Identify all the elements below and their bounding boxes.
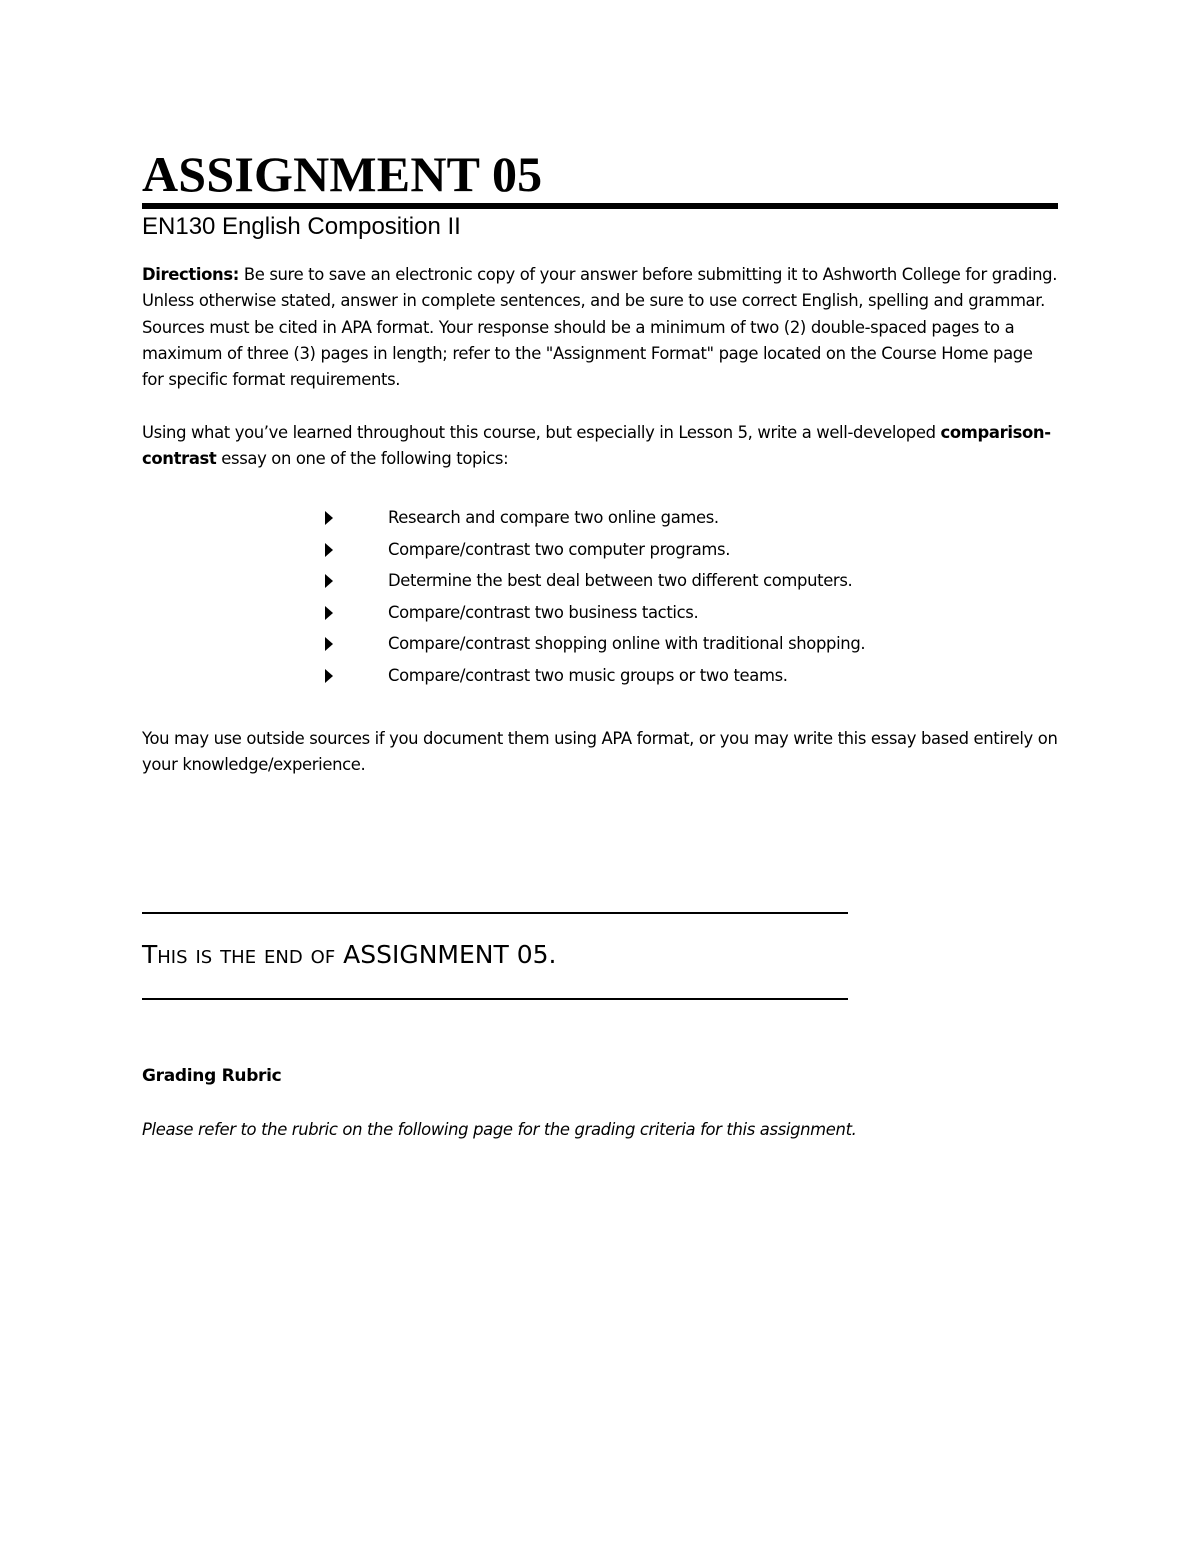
topic-text: Compare/contrast shopping online with traditional shopping. <box>388 634 866 654</box>
title-underline <box>142 203 1058 209</box>
triangle-bullet-icon <box>325 606 333 620</box>
directions-label: Directions: <box>142 265 239 284</box>
topic-text: Determine the best deal between two different computers. <box>388 571 853 591</box>
list-item <box>142 537 1058 569</box>
list-item <box>142 600 1058 632</box>
intro-text-before: Using what you’ve learned throughout this course, but especially in Lesson 5, write a well-developed <box>142 423 941 442</box>
topic-text: Compare/contrast two business tactics. <box>388 602 699 622</box>
directions-paragraph <box>142 262 1058 393</box>
end-notice <box>142 938 556 972</box>
triangle-bullet-icon <box>325 511 333 525</box>
assignment-title: ASSIGNMENT 05 <box>142 146 543 202</box>
directions-text: Be sure to save an electronic copy of your answer before submitting it to Ashworth College for grading. Unless otherwise stated, answer in complete sentences, and be sure to use correct English, spelling and grammar. Sources must be cited in APA format. Your response should be a minimum of two (2) double-spaced pages to a maximum of three (3) pages in length; refer to the "Assignment Format" page located on the Course Home page for specific format requirements. <box>142 265 1058 390</box>
rubric-heading: Grading Rubric <box>142 1066 282 1086</box>
end-notice-assignment: ASSIGNMENT 05. <box>343 940 557 969</box>
intro-paragraph <box>142 420 1058 473</box>
end-divider-top <box>142 912 848 914</box>
intro-text-after: essay on one of the following topics: <box>216 449 509 469</box>
topic-text: Compare/contrast two computer programs. <box>388 539 731 559</box>
topics-list <box>142 505 1058 695</box>
list-item <box>142 505 1058 537</box>
sources-note: You may use outside sources if you document them using APA format, or you may write this essay based entirely on your knowledge/experience. <box>142 729 1058 775</box>
list-item <box>142 631 1058 663</box>
triangle-bullet-icon <box>325 574 333 588</box>
topic-text: Compare/contrast two music groups or two teams. <box>388 665 788 685</box>
course-subtitle: EN130 English Composition II <box>142 213 461 240</box>
rubric-note: Please refer to the rubric on the following page for the grading criteria for this assignment. <box>142 1120 857 1139</box>
end-divider-bottom <box>142 998 848 1000</box>
triangle-bullet-icon <box>325 669 333 683</box>
end-notice-prefix: This is the end of <box>142 940 344 969</box>
list-item <box>142 568 1058 600</box>
triangle-bullet-icon <box>325 637 333 651</box>
intro-emphasis: comparison-contrast <box>142 423 1051 469</box>
list-item <box>142 663 1058 695</box>
triangle-bullet-icon <box>325 543 333 557</box>
topic-text: Research and compare two online games. <box>388 508 719 527</box>
